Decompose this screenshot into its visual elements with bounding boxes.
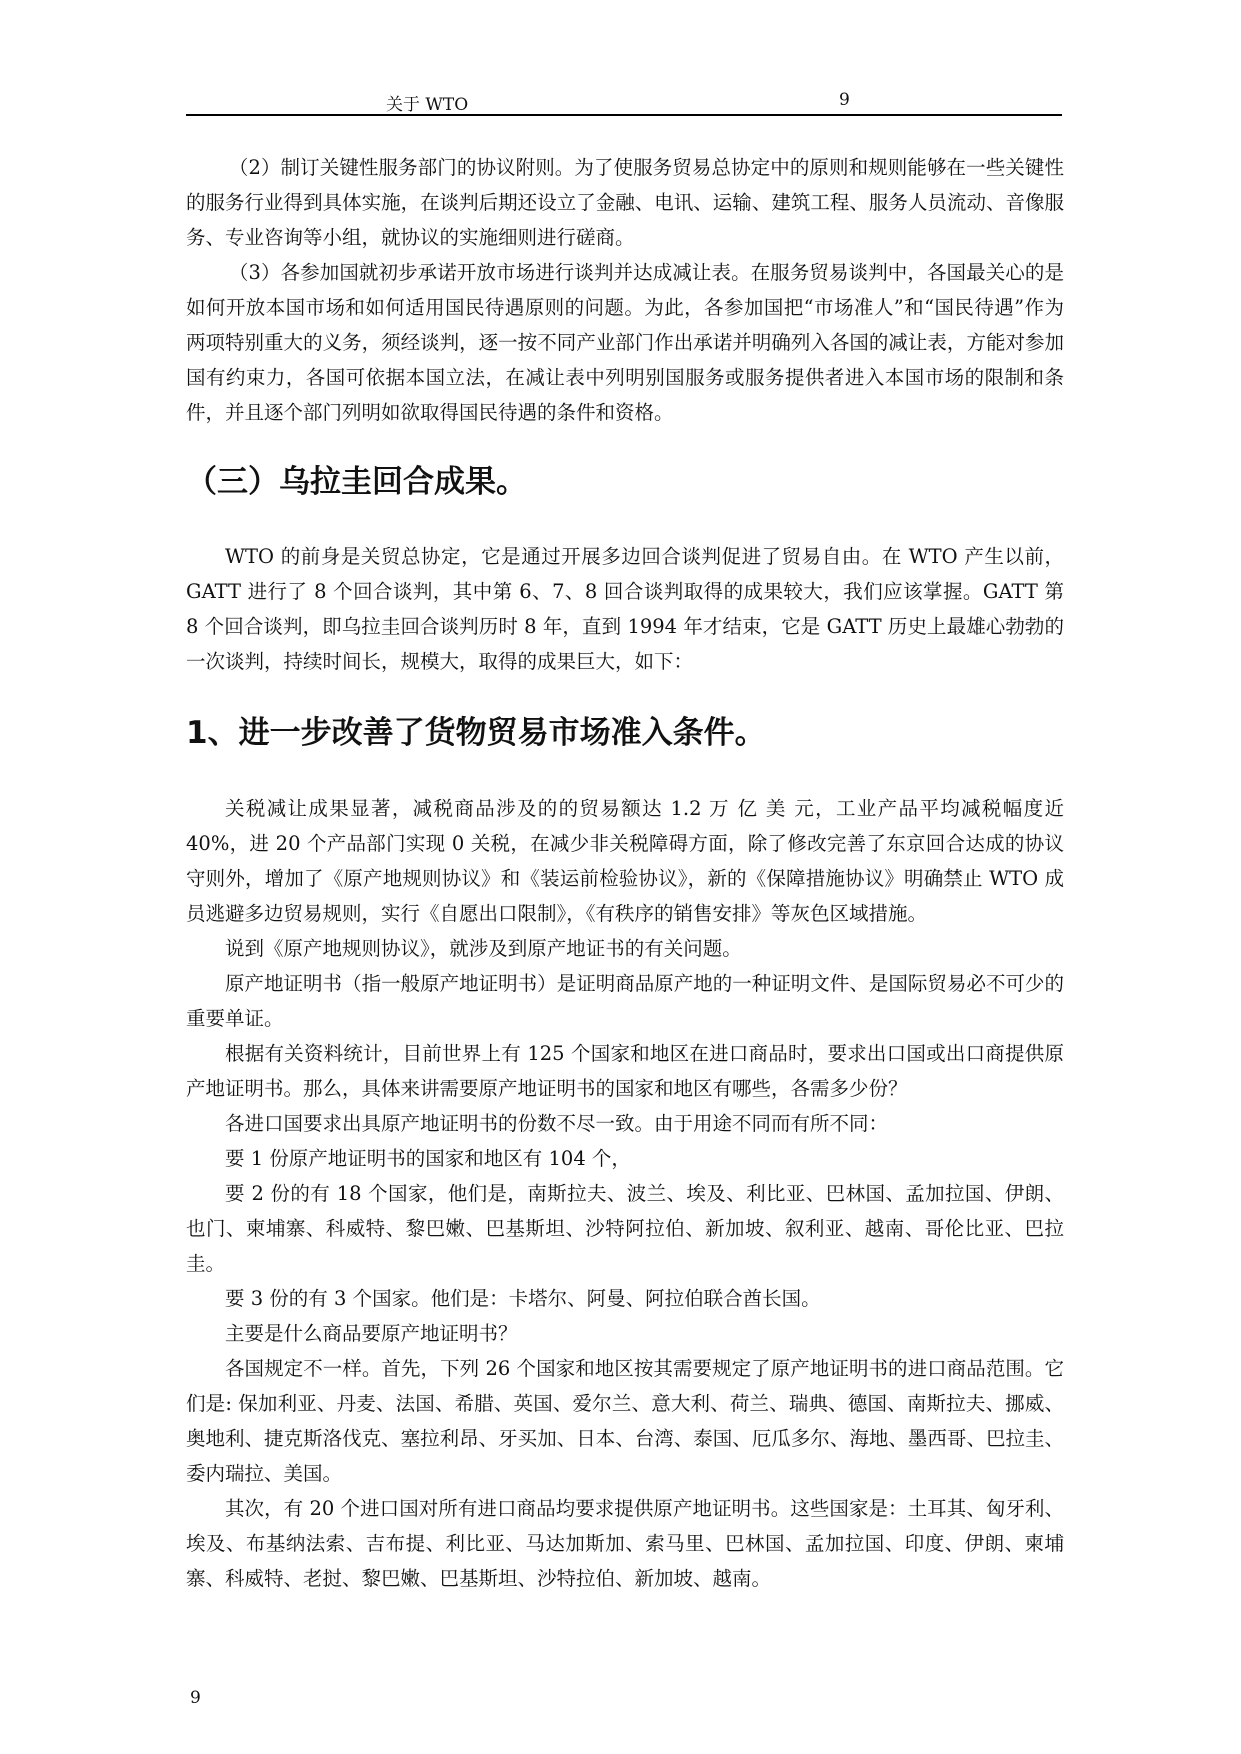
subsection-heading: 1、进一步改善了货物贸易市场准入条件。 bbox=[186, 715, 766, 751]
paragraph: 各进口国要求出具原产地证明书的份数不尽一致。由于用途不同而有所不同： bbox=[225, 1112, 889, 1135]
paragraph: WTO 的前身是关贸总协定，它是通过开展多边回合谈判促进了贸易自由。在 WTO 产生以前，GATT 进行了 8 个回合谈判，其中第 6、7、8 回合谈判取得的成果较大，我们应该掌握。GATT 第 8 个回合谈判，即乌拉圭回合谈判历时 8 年，直到 1994 年才结束，它是 GATT 历史上最雄心勃勃的一次谈判，持续时间长，规模大，取得的成果巨大，如下： bbox=[186, 545, 1064, 673]
paragraph: 说到《原产地规则协议》，就涉及到原产地证书的有关问题。 bbox=[225, 937, 742, 960]
paragraph: 关税减让成果显著，减税商品涉及的的贸易额达 1.2 万 亿 美 元，工业产品平均减税幅度近 40%，进 20 个产品部门实现 0 关税，在减少非关税障碍方面，除了修改完善了东京回合达成的协议守则外，增加了《原产地规则协议》和《装运前检验协议》，新的《保障措施协议》明确禁止 WTO 成员逃避多边贸易规则，实行《自愿出口限制》，《有秩序的销售安排》等灰色区域措施。 bbox=[186, 797, 1064, 925]
page-header bbox=[186, 88, 1062, 116]
header-title: 关于 WTO bbox=[386, 95, 469, 115]
footer-page-number: 9 bbox=[190, 1688, 201, 1708]
page-content bbox=[186, 150, 1064, 1596]
paragraph: 要 1 份原产地证明书的国家和地区有 104 个， bbox=[225, 1147, 631, 1170]
paragraph: 原产地证明书（指一般原产地证明书）是证明商品原产地的一种证明文件、是国际贸易必不可少的重要单证。 bbox=[186, 972, 1064, 1030]
header-page-number: 9 bbox=[839, 90, 850, 110]
section-heading: （三）乌拉圭回合成果。 bbox=[186, 464, 527, 500]
paragraph: 要 3 份的有 3 个国家。他们是：卡塔尔、阿曼、阿拉伯联合酋长国。 bbox=[225, 1287, 821, 1310]
paragraph: 其次，有 20 个进口国对所有进口商品均要求提供原产地证明书。这些国家是：土耳其、匈牙利、埃及、布基纳法索、吉布提、利比亚、马达加斯加、索马里、巴林国、孟加拉国、印度、伊朗、柬埔寨、科威特、老挝、黎巴嫩、巴基斯坦、沙特拉伯、新加坡、越南。 bbox=[186, 1497, 1064, 1590]
paragraph: （3）各参加国就初步承诺开放市场进行谈判并达成减让表。在服务贸易谈判中，各国最关心的是如何开放本国市场和如何适用国民待遇原则的问题。为此，各参加国把“市场准人”和“国民待遇”作为两项特别重大的义务，须经谈判，逐一按不同产业部门作出承诺并明确列入各国的减让表，方能对参加国有约束力，各国可依据本国立法，在减让表中列明别国服务或服务提供者进入本国市场的限制和条件，并且逐个部门列明如欲取得国民待遇的条件和资格。 bbox=[186, 261, 1064, 424]
paragraph: （2）制订关键性服务部门的协议附则。为了使服务贸易总协定中的原则和规则能够在一些关键性的服务行业得到具体实施，在谈判后期还设立了金融、电讯、运输、建筑工程、服务人员流动、音像服务、专业咨询等小组，就协议的实施细则进行磋商。 bbox=[186, 156, 1064, 249]
paragraph: 主要是什么商品要原产地证明书？ bbox=[225, 1322, 518, 1345]
paragraph: 各国规定不一样。首先，下列 26 个国家和地区按其需要规定了原产地证明书的进口商品范围。它们是: 保加利亚、丹麦、法国、希腊、英国、爱尔兰、意大利、荷兰、瑞典、德国、南斯拉夫、挪威、奥地利、捷克斯洛伐克、塞拉利昂、牙买加、日本、台湾、泰国、厄瓜多尔、海地、墨西哥、巴拉圭、委内瑞拉、美国。 bbox=[186, 1357, 1064, 1485]
paragraph: 根据有关资料统计，目前世界上有 125 个国家和地区在进口商品时，要求出口国或出口商提供原产地证明书。那么，具体来讲需要原产地证明书的国家和地区有哪些，各需多少份？ bbox=[186, 1042, 1064, 1100]
paragraph: 要 2 份的有 18 个国家，他们是，南斯拉夫、波兰、埃及、利比亚、巴林国、孟加拉国、伊朗、也门、柬埔寨、科威特、黎巴嫩、巴基斯坦、沙特阿拉伯、新加坡、叙利亚、越南、哥伦比亚、巴拉圭。 bbox=[186, 1182, 1064, 1275]
